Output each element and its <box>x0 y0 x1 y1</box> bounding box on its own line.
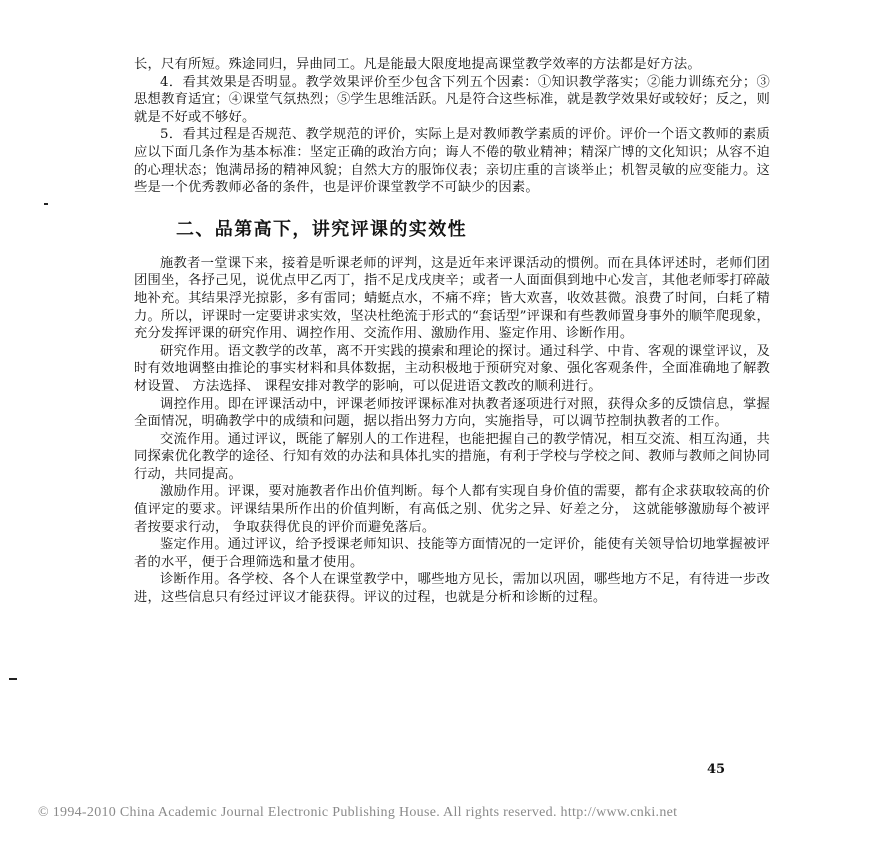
paragraph-exchange: 交流作用。通过评议，既能了解别人的工作进程，也能把握自己的教学情况，相互交流、相互沟通，共同探索优化教学的途径、行知有效的办法和具体扎实的措施，有利于学校与学校之间、教师与教师之间协同行动，共同提高。 <box>134 431 770 482</box>
paragraph-appraisal: 鉴定作用。通过评议，给予授课老师知识、技能等方面情况的一定评价，能使有关领导恰切地掌握被评者的水平，便于合理筛选和量才使用。 <box>134 537 770 570</box>
paragraph-research: 研究作用。语文教学的改革，离不开实践的摸索和理论的探讨。通过科学、中肯、客观的课堂评议，及时有效地调整由推论的事实材料和具体数据，主动积极地于预研究对象、强化客观条件，全面准确地了解教材设置、 方法选择、 课程安排对教学的影响，可以促进语文教改的顺利进行。 <box>134 343 770 394</box>
paragraph-item-5: 5．看其过程是否规范、教学规范的评价，实际上是对教师教学素质的评价。评价一个语文教师的素质应以下面几条作为基本标准：坚定正确的政治方向；诲人不倦的敬业精神；精深广博的文化知识；从容不迫的心理状态；饱满昂扬的精神风貌；自然大方的服饰仪表；亲切庄重的言谈举止；机智灵敏的应变能力。这些是一个优秀教师必备的条件，也是评价课堂教学不可缺少的因素。 <box>134 127 770 196</box>
copyright-footer: © 1994-2010 China Academic Journal Electronic Publishing House. All rights reserved. http://www.cnki.net <box>38 805 678 820</box>
text-column <box>134 56 770 607</box>
paragraph-item-4: 4．看其效果是否明显。教学效果评价至少包含下列五个因素：①知识教学落实；②能力训练充分；③思想教育适宜；④课堂气氛热烈；⑤学生思维活跃。凡是符合这些标准，就是教学效果好或较好；反之，则就是不好或不够好。 <box>134 74 770 125</box>
paragraph-continuation: 长，尺有所短。殊途同归，异曲同工。凡是能最大限度地提高课堂教学效率的方法都是好方法。 <box>134 57 701 72</box>
section-heading: 二、品第高下，讲究评课的实效性 <box>176 218 467 240</box>
scan-speck <box>44 203 48 205</box>
paragraph-motivation: 激励作用。评课，要对施教者作出价值判断。每个人都有实现自身价值的需要，都有企求获取较高的价值评定的要求。评课结果所作出的价值判断，有高低之别、优劣之异、好差之分， 这就能够激励每个被评者按要求行动， 争取获得优良的评价而避免落后。 <box>134 484 770 535</box>
paragraph-intro: 施教者一堂课下来，接着是听课老师的评判，这是近年来评课活动的惯例。而在具体评述时，老师们团团围坐，各抒己见，说优点甲乙丙丁，指不足戊戌庚辛；或者一人面面俱到地中心发言，其他老师零打碎敲地补充。其结果浮光掠影，多有雷同；蜻蜓点水，不痛不痒；皆大欢喜，收效甚微。浪费了时间，白耗了精力。所以，评课时一定要讲求实效，坚决杜绝流于形式的“套话型”评课和有些教师置身事外的顺竿爬现象，充分发挥评课的研究作用、调控作用、交流作用、激励作用、鉴定作用、诊断作用。 <box>134 255 770 342</box>
page-number: 45 <box>707 762 726 777</box>
scan-speck <box>9 678 17 680</box>
paragraph-diagnosis: 诊断作用。各学校、各个人在课堂教学中，哪些地方见长，需加以巩固，哪些地方不足，有待进一步改进，这些信息只有经过评议才能获得。评议的过程，也就是分析和诊断的过程。 <box>134 572 770 606</box>
paragraph-control: 调控作用。即在评课活动中，评课老师按评课标准对执教者逐项进行对照，获得众多的反馈信息，掌握全面情况，明确教学中的成绩和问题，据以指出努力方向，实施指导，可以调节控制执教者的工作。 <box>134 396 770 430</box>
